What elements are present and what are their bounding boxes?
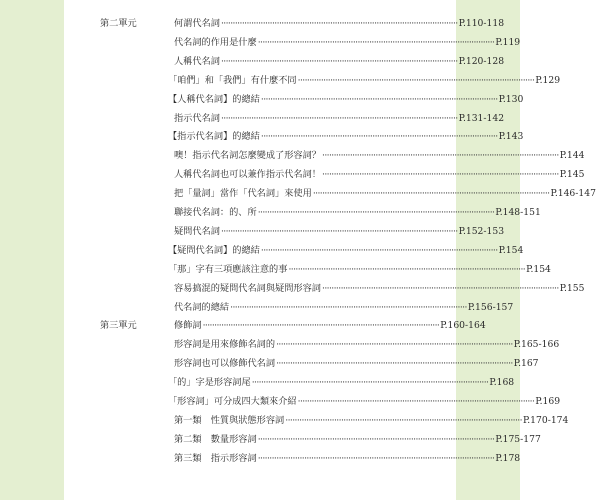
toc-entry[interactable]	[128, 281, 585, 297]
toc-entry[interactable]	[128, 224, 505, 240]
toc-entry[interactable]	[128, 111, 505, 127]
toc-entry-title: 何謂代名詞	[174, 18, 220, 29]
toc-dot-leader: ······································································································	[230, 301, 467, 313]
toc-entry-title: 形容詞是用來修飾名詞的	[174, 339, 276, 351]
toc-entry-title: 聯接代名詞：的、所	[174, 207, 257, 218]
toc-entry[interactable]	[128, 262, 551, 278]
toc-page-number: P.119	[495, 36, 521, 48]
toc-entry[interactable]	[128, 129, 524, 145]
toc-dot-leader: ······································································································	[257, 207, 495, 218]
toc-entry[interactable]	[128, 35, 521, 51]
toc-page-number: P.145	[559, 169, 585, 181]
toc-unit-label: 第三單元	[100, 320, 137, 332]
toc-entry-title: 「的」字是形容詞尾	[168, 377, 251, 389]
toc-dot-leader: ······································································································	[322, 282, 559, 294]
toc-page-number: P.165-166	[513, 339, 560, 351]
toc-dot-leader: ······································································································	[257, 36, 495, 48]
toc-dot-leader: ······································································································	[285, 414, 522, 426]
toc-page-number: P.155	[559, 282, 585, 294]
toc-page-number: P.156-157	[467, 301, 514, 313]
toc-entry-title: 噢！指示代名詞怎麼變成了形容詞？	[174, 150, 321, 162]
toc-entry-title: 代名詞的總結	[174, 301, 230, 313]
toc-entry-title: 第二類 數量形容詞	[174, 433, 257, 445]
toc-entry[interactable]	[128, 413, 569, 429]
toc-dot-leader: ······································································································	[297, 74, 535, 86]
toc-entry-title: 容易搞混的疑問代名詞與疑問形容詞	[174, 282, 321, 294]
toc-entry-title: 把「量詞」當作「代名詞」來使用	[174, 188, 312, 200]
toc-entry-title: 人稱代名詞也可以兼作指示代名詞！	[174, 169, 321, 181]
toc-dot-leader: ······································································································	[220, 225, 458, 237]
toc-entry-title: 代名詞的作用是什麼	[174, 36, 257, 48]
toc-entry-title: 【疑問代名詞】的總結	[168, 244, 260, 256]
toc-page-number: P.131-142	[458, 112, 505, 124]
toc-page-number: P.168	[489, 377, 515, 389]
toc-dot-leader: ······································································································	[257, 452, 495, 464]
toc-page-number: P.146-147	[550, 188, 596, 200]
toc-dot-leader: ······································································································	[276, 339, 513, 351]
toc-page-number: P.120-128	[458, 55, 505, 67]
toc-entry-title: 人稱代名詞	[174, 55, 220, 67]
toc-dot-leader: ······································································································	[257, 433, 495, 445]
toc-entry[interactable]	[128, 300, 514, 316]
toc-dot-leader: ······································································································	[220, 55, 458, 67]
toc-entry-title: 指示代名詞	[174, 112, 220, 124]
toc-entry[interactable]	[128, 243, 524, 259]
left-margin-band	[0, 0, 64, 500]
toc-page-number: P.178	[495, 452, 521, 464]
toc-entry[interactable]	[128, 337, 560, 353]
toc-entry-title: 第三類 指示形容詞	[174, 452, 257, 464]
toc-entry-title: 第一類 性質與狀態形容詞	[174, 414, 285, 426]
toc-entry[interactable]	[128, 394, 561, 410]
toc-entry[interactable]	[128, 148, 585, 164]
toc-entry[interactable]	[128, 451, 521, 467]
toc-entry[interactable]	[128, 205, 541, 221]
toc-page-number: P.143	[498, 131, 524, 143]
toc-dot-leader: ······································································································	[251, 377, 489, 389]
toc-dot-leader: ······································································································	[322, 169, 559, 181]
toc-page	[64, 0, 596, 500]
toc-dot-leader: ······································································································	[288, 263, 526, 275]
toc-entry-title: 形容詞也可以修飾代名詞	[174, 358, 276, 370]
toc-page-number: P.154	[498, 244, 524, 256]
toc-entry[interactable]	[128, 73, 561, 89]
toc-entry[interactable]	[100, 16, 505, 32]
toc-dot-leader: ······································································································	[260, 244, 498, 256]
toc-page-number: P.175-177	[495, 433, 541, 445]
toc-entry[interactable]	[100, 318, 486, 334]
toc-entry[interactable]	[128, 167, 585, 183]
toc-dot-leader: ······································································································	[202, 320, 440, 332]
toc-entry-title: 【人稱代名詞】的總結	[168, 93, 260, 105]
toc-entry[interactable]	[128, 432, 541, 448]
table-of-contents	[64, 0, 596, 500]
toc-dot-leader: ······································································································	[260, 93, 498, 105]
toc-dot-leader: ······································································································	[260, 131, 498, 143]
toc-dot-leader: ······································································································	[312, 188, 550, 200]
toc-page-number: P.167	[513, 358, 539, 370]
toc-entry[interactable]	[128, 375, 515, 391]
toc-entry[interactable]	[128, 356, 539, 372]
toc-entry-title: 修飾詞	[174, 320, 202, 332]
toc-page-number: P.154	[526, 263, 551, 275]
toc-unit-label: 第二單元	[100, 18, 137, 29]
toc-page-number: P.169	[535, 396, 561, 407]
toc-dot-leader: ······································································································	[322, 150, 559, 162]
toc-entry-title: 「形容詞」可分成四大類來介紹	[168, 396, 297, 407]
toc-page-number: P.152-153	[458, 225, 505, 237]
toc-entry[interactable]	[128, 54, 505, 70]
toc-dot-leader: ······································································································	[220, 18, 458, 29]
toc-page-number: P.148-151	[495, 207, 541, 218]
toc-entry-title: 「咱們」和「我們」有什麼不同	[168, 74, 297, 86]
toc-page-number: P.170-174	[522, 414, 569, 426]
toc-dot-leader: ······································································································	[276, 358, 513, 370]
toc-page-number: P.130	[498, 93, 524, 105]
toc-entry[interactable]	[128, 92, 524, 108]
toc-page-number: P.110-118	[458, 18, 505, 29]
toc-page-number: P.144	[559, 150, 585, 162]
toc-entry-title: 「那」字有三項應該注意的事	[168, 263, 288, 275]
toc-page-number: P.129	[535, 74, 561, 86]
toc-entry-title: 【指示代名詞】的總結	[168, 131, 260, 143]
toc-entry-title: 疑問代名詞	[174, 225, 220, 237]
toc-page-number: P.160-164	[440, 320, 486, 332]
toc-dot-leader: ······································································································	[220, 112, 458, 124]
toc-dot-leader: ······································································································	[297, 396, 535, 407]
toc-entry[interactable]	[128, 186, 596, 202]
